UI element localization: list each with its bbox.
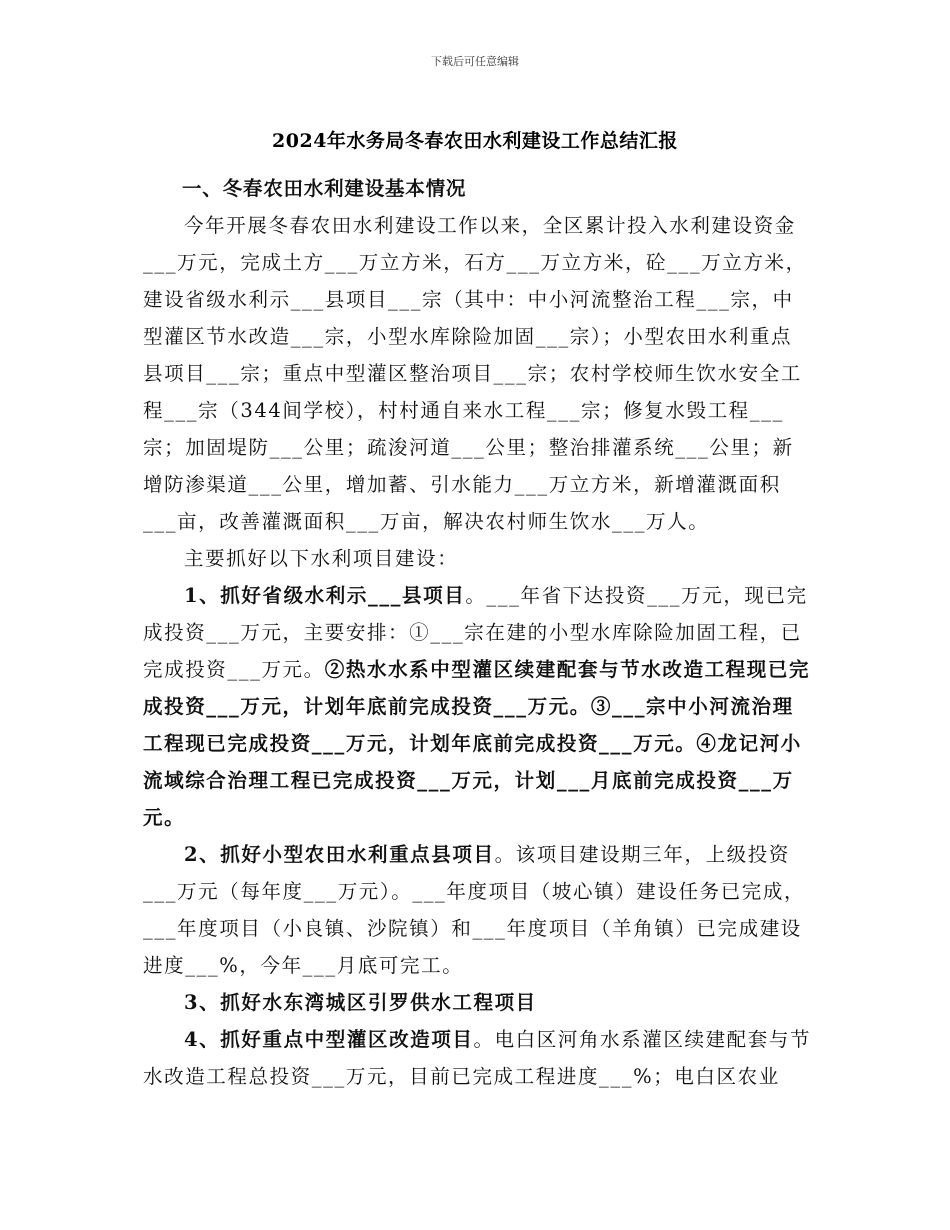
item-1-heading: 1、抓好省级水利示___县项目: [184, 584, 466, 607]
item-1-text-bold: ②热水水系中型灌区续建配套与节水改造工程现已完成投资___万元，计划年底前完成投资___万元。③___宗中小河流治理工程现已完成投资___万元，计划年底前完成投资___万元。④龙记河小流域综合治理工程已完成投资___万元，计划___月底前完成投资___万元。: [143, 658, 811, 829]
item-1: [143, 577, 813, 836]
item-2-heading: 2、抓好小型农田水利重点县项目: [184, 843, 495, 866]
item-1-text: 。___年省下达投资___万元，现已完成投资___万元，主要安排：①___宗在建的小型水库除险加固工程，已完成投资___万元。: [143, 584, 808, 681]
paragraph-intro: 主要抓好以下水利项目建设：: [184, 547, 459, 570]
item-4-text: 。电白区河角水系灌区续建配套与节水改造工程总投资___万元，目前已完成工程进度___%；电白区农业: [143, 1028, 812, 1088]
item-4-heading: 4、抓好重点中型灌区改造项目: [184, 1028, 474, 1051]
item-2-text: 。该项目建设期三年，上级投资___万元（每年度___万元）。___年度项目（坡心镇）建设任务已完成，___年度项目（小良镇、沙院镇）和___年度项目（羊角镇）已完成建设进度___%，今年___月底可完工。: [143, 843, 806, 977]
header-note: 下载后可任意编辑: [431, 55, 519, 68]
section-heading: 一、冬春农田水利建设基本情况: [182, 177, 467, 200]
item-2: [143, 836, 813, 984]
item-3: 3、抓好水东湾城区引罗供水工程项目: [184, 991, 537, 1014]
document-title: 2024年水务局冬春农田水利建设工作总结汇报: [272, 130, 678, 152]
paragraph-overview: 今年开展冬春农田水利建设工作以来，全区累计投入水利建设资金___万元，完成土方___万立方米，石方___万立方米，砼___万立方米，建设省级水利示___县项目___宗（其中：中小河流整治工程___宗，中型灌区节水改造___宗，小型水库除险加固___宗）；小型农田水利重点县项目___宗；重点中型灌区整治项目___宗；农村学校师生饮水安全工程___宗（344间学校），村村通自来水工程___宗；修复水毁工程___宗；加固堤防___公里；疏浚河道___公里；整治排灌系统___公里；新增防渗渠道___公里，增加蓄、引水能力___万立方米，新增灌溉面积___亩，改善灌溉面积___万亩，解决农村师生饮水___万人。: [143, 214, 807, 533]
item-4: [143, 1021, 813, 1095]
document-body: [143, 170, 813, 1095]
